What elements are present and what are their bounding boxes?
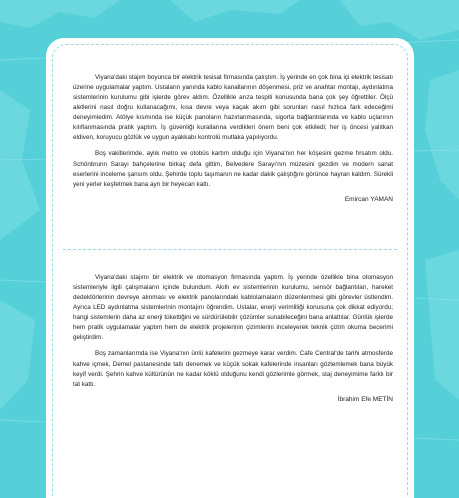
essay-1-paragraph-2: Boş vakitlerimde, aylık metro ve otobüs kartım olduğu için Viyana'nın her köşesini gezme fırsatım oldu. Schönbrunn Sarayı bahçelerine birkaç defa gittim, Belvedere Sarayı'nın müzesini gezdim ve modern sanat eserlerini inceleme şansım oldu. Şehirde toplu taşımanın ne kadar dakik çalıştığını görünce hayran kaldım. Sürekli yeni yerler keşfetmek bana ayrı bir heyecan kattı.: [73, 150, 393, 188]
content-card: [46, 38, 414, 498]
essay-1: [73, 73, 393, 203]
essay-1-author: Emircan YAMAN: [344, 195, 393, 203]
essay-2-author: İbrahim Efe METİN: [337, 395, 393, 403]
dashed-frame: [52, 44, 408, 496]
essay-2-paragraph-1: Viyana'daki stajımı bir elektrik ve otomasyon firmasında yaptım. İş yerinde özellikle bina otomasyon sistemleriyle ilgili çalışmaların içinde bulundum. Akıllı ev sistemlerinin kurulumu, sensör bağlantıları, hareket dedektörlerinin devreye alınması ve elektrik panolarındaki kablolamaların düzenlenmesi gibi görevler üstlendim. Ayrıca LED aydınlatma sistemlerinin montajını öğrendim. Ustalar, enerji verimliliği konusuna çok dikkat ediyordu; hangi sistemlerin daha az enerji tükettiğini ve sürdürülebilir çözümler sunabileceğini bana anlattılar. Günlük işlerde hem pratik uygulamalar yaptım hem de elektrik projelerinin çizimlerini inceleyerek teknik çizim okuma becerimi geliştirdim.: [73, 274, 393, 342]
essay-1-paragraph-1: Viyana'daki stajım boyunca bir elektrik tesisat firmasında çalıştım. İş yerinde en çok bina içi elektrik tesisatı üzerine uygulamalar yaptım. Ustaların yanında kablo kanallarının döşenmesi, priz ve anahtar montajı, aydınlatma sistemlerinin kurulumu gibi işlerde görev aldım. Özellikle arıza tespiti konusunda bana çok şey öğrettiler. Ölçü aletlerini nasıl doğru kullanacağımı, kısa devre veya kaçak akım gibi sorunları nasıl hızlıca fark edeceğimi deneyimledim. Atölye kısmında ise küçük panoların hazırlanmasında, sigorta bağlantılarında ve kablo uçlarının kılıflanmasında pratik yaptım. İş güvenliği kurallarına verdikleri önem beni çok etkiledi; her iş öncesi yalıtkan eldiven, koruyucu gözlük ve uygun ayakkabı kontrolü mutlaka yapılıyordu.: [73, 74, 393, 142]
essay-2-paragraph-2: Boş zamanlarımda ise Viyana'nın ünlü kafelerini gezmeye karar verdim. Cafe Central'de tarihi atmosferde kahve içmek, Demel pastanesinde tatlı denemek ve küçük sokak kafelerinde insanları gözlemlemek bana büyük keyif verdi. Şehrin kahve kültürünün ne kadar köklü olduğunu kendi gözlerimle görmek, staj deneyimime farklı bir tat kattı.: [73, 350, 393, 388]
essay-2: [73, 273, 393, 403]
section-divider: [63, 249, 397, 250]
